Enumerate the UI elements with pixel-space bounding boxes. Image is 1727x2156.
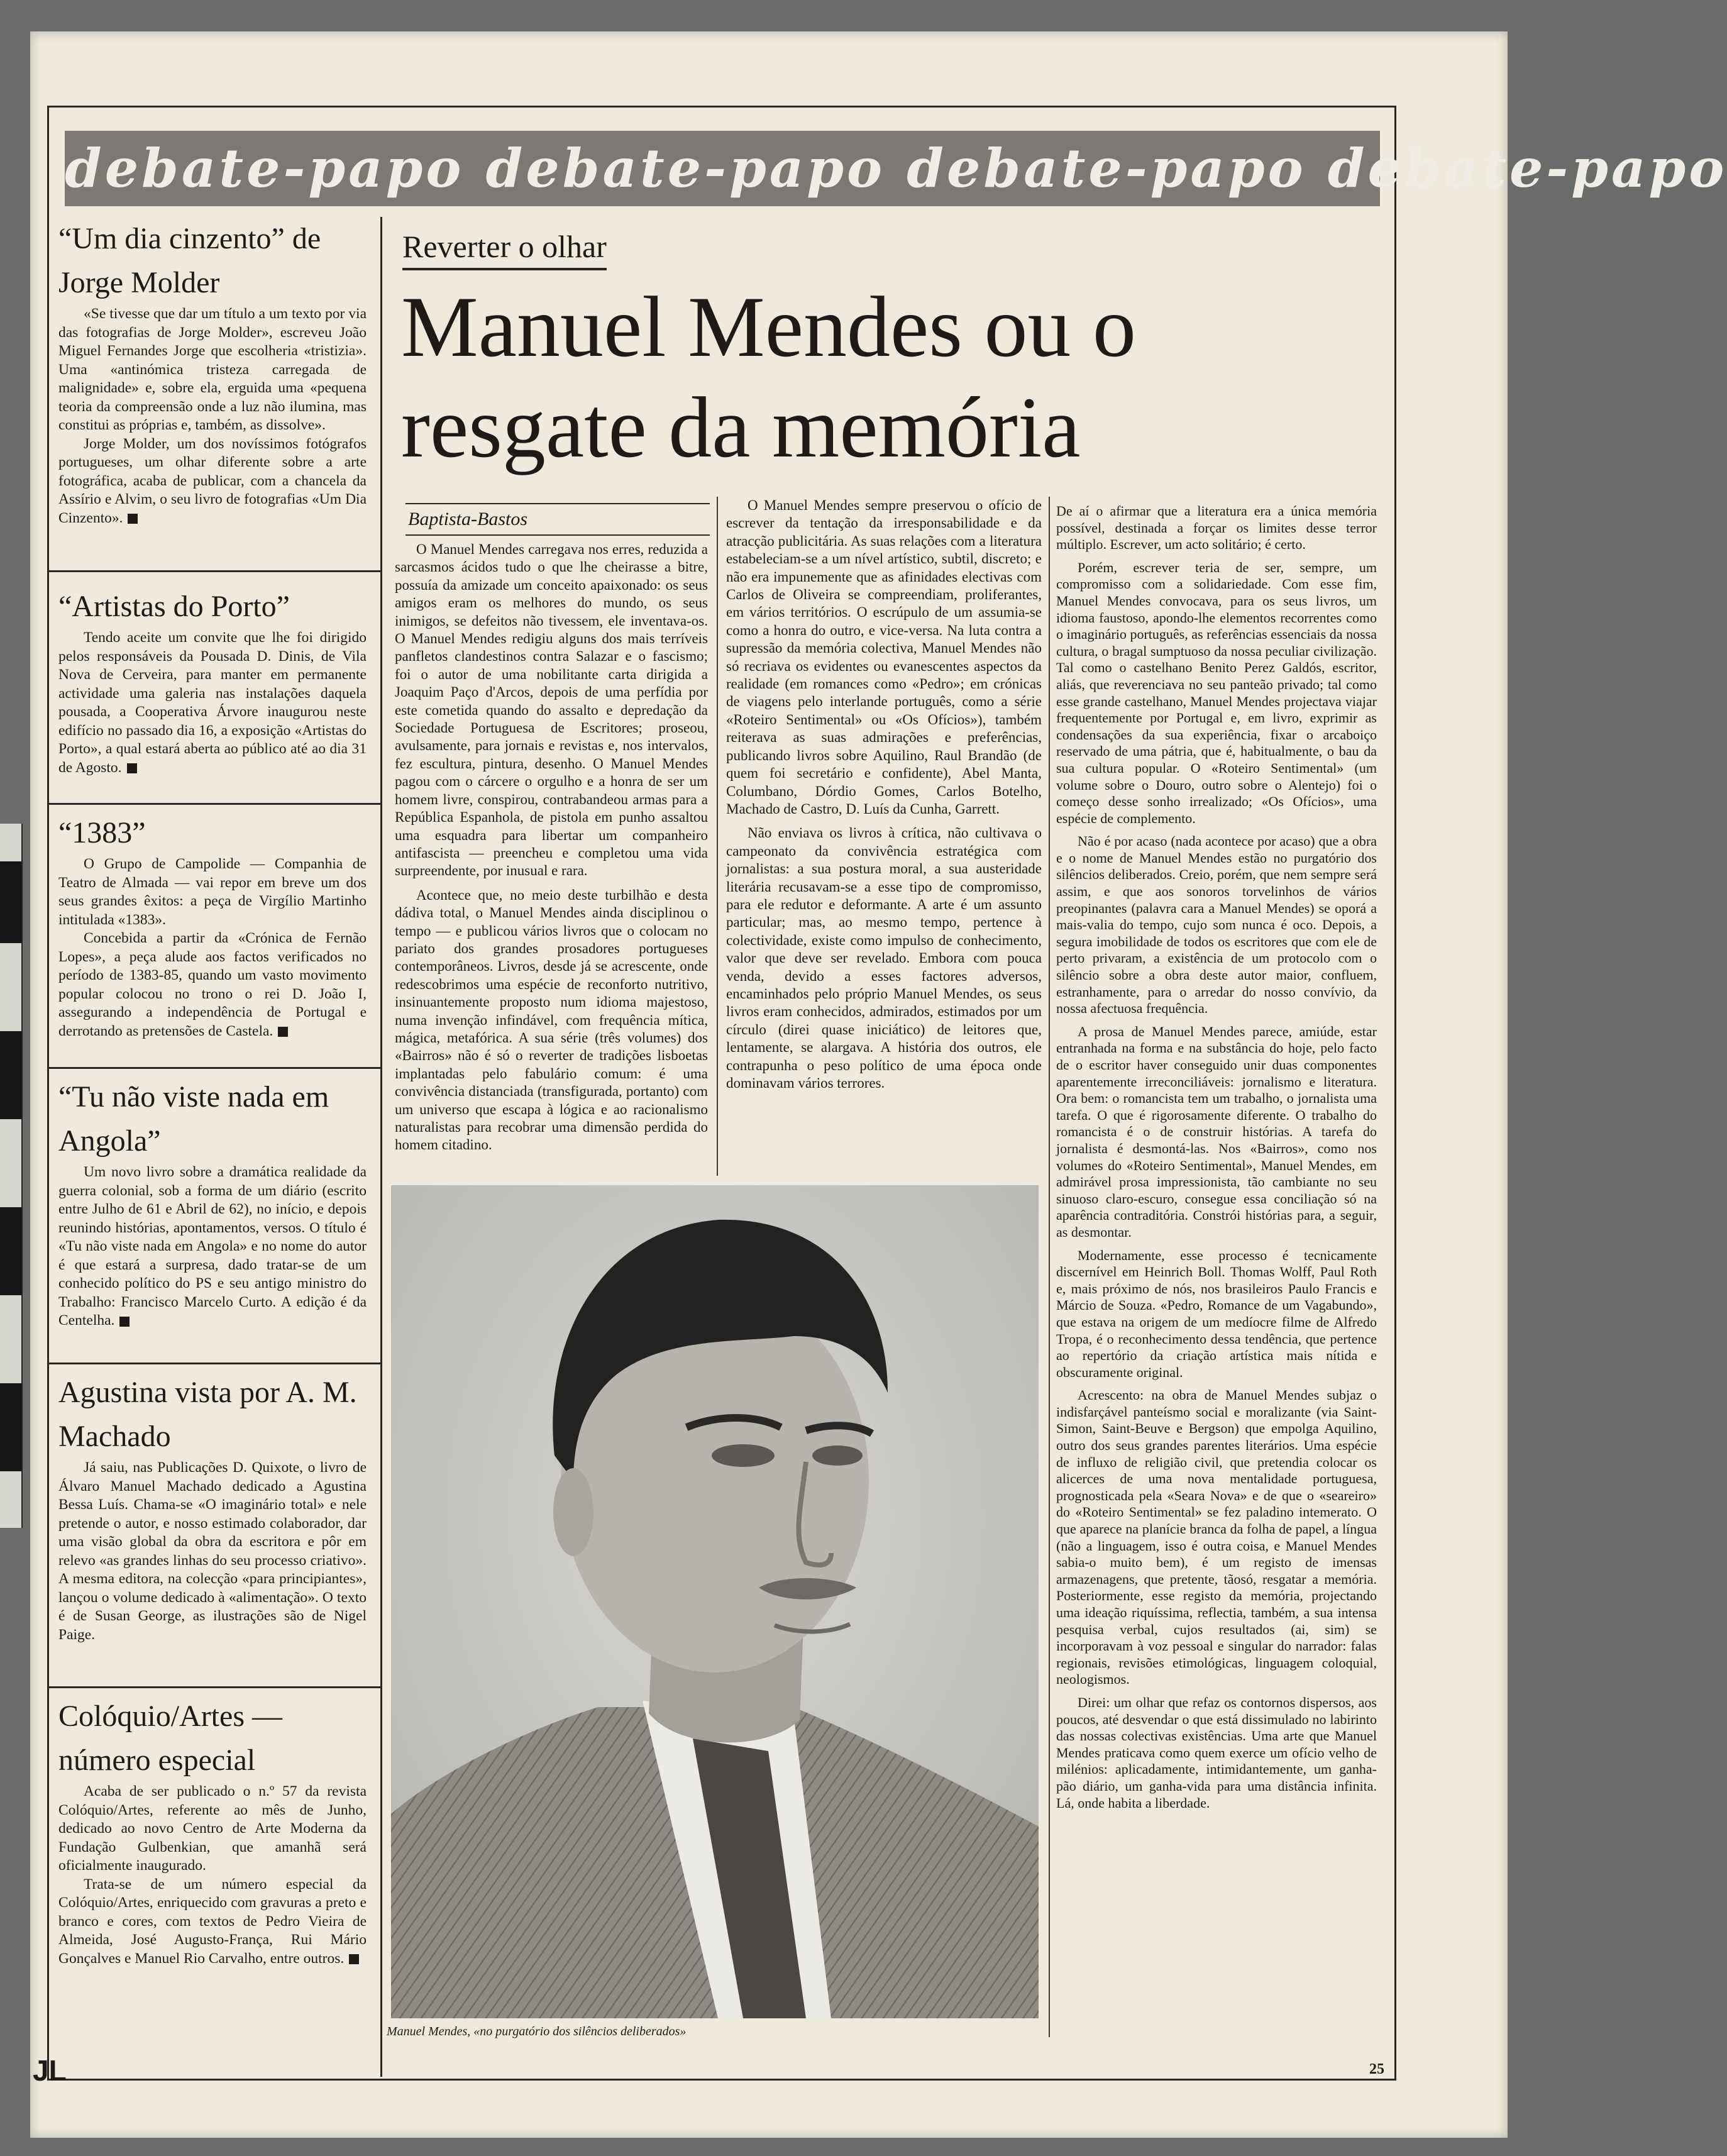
brief-paragraph: Trata-se de um número especial da Colóquio/Artes, enriquecido com gravuras a preto e branco e cores, com textos de Pedro Vieira de Almeida, José Augusto-França, Rui Mário Gonçalves e Manuel Rio Carvalho, entre outros.: [58, 1876, 367, 1967]
article-column-3: [1056, 503, 1377, 2043]
brief-title: “Um dia cinzento” de Jorge Molder: [58, 222, 321, 299]
article-byline: Baptista-Bastos: [406, 503, 710, 536]
article-paragraph: De aí o afirmar que a literatura era a única memória possível, destinada a forçar os limites desse terror múltiplo. Escrever, um acto solitário; é certo.: [1056, 503, 1377, 553]
brief-title: “Artistas do Porto”: [58, 590, 290, 623]
portrait-photo: [391, 1185, 1039, 2018]
article-column-1: [395, 541, 708, 1176]
column-divider: [1049, 497, 1050, 2037]
news-sidebar: [47, 217, 382, 2077]
brief-paragraph: Acaba de ser publicado o n.º 57 da revista Colóquio/Artes, referente ao mês de Junho, dedicado ao novo Centro de Arte Moderna da Fundação Gulbenkian, que amanhã será oficialmente inaugurado.: [58, 1783, 367, 1874]
brief-paragraph: O Grupo de Campolide — Companhia de Teatro de Almada — vai repor em breve um dos seus grandes êxitos: a peça de Virgílio Martinho intitulada «1383».: [58, 856, 367, 928]
brief-angola: [47, 1069, 380, 1364]
article-paragraph: Acrescento: na obra de Manuel Mendes subjaz o indisfarçável panteísmo social e moralizante (via Saint-Simon, Saint-Beuve e Bergson) que empolga Aquilino, outro dos seus grandes parentes literários. Uma espécie de influxo de religião civil, que pretendia colocar os alicerces de uma nova mentalidade portuguesa, prognosticada pela «Seara Nova» e de que o «seareiro» do «Roteiro Sentimental» se fez paladino intemerato. O que aparece na planície branca da folha de papel, a língua (não a linguagem, isso é outra coisa, e Manuel Mendes sabia-o muito bem), é um registo de imensas armazenagens, que pretente, tãosó, resgatar a memória. Posteriormente, esse registo da memória, projectando uma ideação riquíssima, reflectia, também, a sua intensa pesquisa verbal, cujos resultados (ai, sim) se incorporavam à voz pessoal e singular do narrador: falas regionais, revisões etimológicas, linguagem coloquial, neologismos.: [1056, 1387, 1377, 1688]
article-paragraph: Direi: um olhar que refaz os contornos dispersos, aos poucos, até desvendar o que está dissimulado no labirinto das nossas colectivas existências. Uma arte que Manuel Mendes praticava como quem exerce um ofício velho de milénios: aplicadamente, intimidantemente, um ganha-pão diário, um ganha-vida para uma distância infinita. Lá, onde habita a liberdade.: [1056, 1694, 1377, 1811]
brief-artistas-do-porto: [47, 572, 380, 805]
article-paragraph: A prosa de Manuel Mendes parece, amiúde, estar entranhada na forma e na substância do hoje, pelo facto de o escritor haver conseguido unir duas componentes aparentemente irreconciliáveis: jornalismo e literatura. Ora bem: o romancista tem um trabalho, o jornalista uma tarefa. O que é rigorosamente diferente. O trabalho do romancista é o de construir histórias. A tarefa do jornalista é desmontá-las. Nos «Bairros», como nos volumes do «Roteiro Sentimental», Manuel Mendes, em admirável prosa impressionista, tão cambiante no seu sinuoso claro-escuro, consegue essa conciliação só na aparência contraditória. Constrói histórias para, a seguir, as desmontar.: [1056, 1023, 1377, 1240]
article-column-2: [726, 497, 1042, 1176]
end-mark: [119, 1317, 130, 1327]
article-paragraph: Modernamente, esse processo é tecnicamente discernível em Heinrich Boll. Thomas Wolff, Paul Roth e, mais próximo de nós, nos brasileiros Paulo Francis e Márcio de Souza. «Pedro, Romance de um Vagabundo», que estava na origem de um medíocre filme de Alfredo Tropa, é o reconhecimento dessa tendência, que pertence ao repertório da criação artística mais nítida e obscuramente original.: [1056, 1247, 1377, 1380]
column-divider: [717, 497, 718, 1176]
brief-1383: [47, 805, 380, 1069]
article-headline: Manuel Mendes ou o resgate da memória: [401, 279, 1136, 475]
photo-caption: Manuel Mendes, «no purgatório dos silêncios deliberados»: [387, 2025, 687, 2038]
end-mark: [349, 1954, 359, 1964]
end-mark: [278, 1027, 288, 1037]
brief-um-dia-cinzento: [47, 217, 380, 572]
brief-paragraph: Um novo livro sobre a dramática realidade da guerra colonial, sob a forma de um diário (escrito entre Julho de 61 e Abril de 62), no início, e depois reunindo histórias, apontamentos, versos. O título é «Tu não viste nada em Angola» e no nome do autor é que estará a surpresa, dado tratar-se de um conhecido político do PS e seu antigo ministro do Trabalho: Francisco Marcelo Curto. A edição é da Centelha.: [58, 1164, 367, 1329]
page-number: 25: [1369, 2061, 1384, 2077]
brief-paragraph: Jorge Molder, um dos novíssimos fotógrafos portugueses, um olhar diferente sobre a arte fotográfica, acaba de publicar, com a chancela da Assírio e Alvim, o seu livro de fotografias «Um Dia Cinzento».: [58, 435, 367, 526]
scan-ruler: [0, 824, 23, 1528]
brief-paragraph: Já saiu, nas Publicações D. Quixote, o livro de Álvaro Manuel Machado dedicado a Agustina Bessa Luís. Chama-se «O imaginário total» e nele pretende o autor, e nosso estimado colaborador, dar uma visão global da obra da escritora e pôr em relevo «as grandes linhas do seu processo criativo». A mesma editora, na colecção «para principiantes», lançou o volume dedicado à «alimentação». O texto é de Susan George, as ilustrações são de Nigel Paige.: [58, 1459, 367, 1643]
end-mark: [127, 763, 137, 773]
article-paragraph: Não enviava os livros à crítica, não cultivava o campeonato da convivência estratégica com jornalistas: a sua postura moral, a sua austeridade literária recusavam-se a esse tipo de compromisso, para ele redutor e deformante. A arte é um assunto particular; mas, ao mesmo tempo, pertence à colectividade, existe como impulso de conhecimento, valor que deve ser revelado. Embora com pouca venda, devido a esses factores adversos, encaminhados pelo próprio Manuel Mendes, os seus livros eram conhecidos, admirados, estimados por um círculo (direi quase iniciático) de leitores que, lentamente, se alargava. A história dos outros, ele contrapunha o peso político de uma época onde dominavam vários terrores.: [726, 825, 1042, 1091]
brief-coloquio-artes: [47, 1688, 380, 2077]
article-kicker: Reverter o olhar: [402, 226, 607, 270]
portrait-illustration: [391, 1185, 1039, 2018]
jl-logo: JL: [33, 2054, 67, 2087]
brief-paragraph: Tendo aceite um convite que lhe foi dirigido pelos responsáveis da Pousada D. Dinis, de Vila Nova de Cerveira, para manter em permanente actividade uma galeria nas instalações daquela pousada, a Cooperativa Árvore inaugurou neste edifício no passado dia 16, a exposição «Artistas do Porto», a qual estará aberta ao público até ao dia 31 de Agosto.: [58, 629, 367, 776]
article-paragraph: Não é por acaso (nada acontece por acaso) que a obra e o nome de Manuel Mendes estão no purgatório dos silêncios deliberados. Creio, porém, que nem sempre será assim, e que aos sonoros torvelinhos de vários preopinantes (palavra cara a Manuel Mendes) se oporá a mais-valia do tempo, cujo som nunca é oco. Depois, a segura imobilidade de todos os escritores que com ele de perto privaram, a existência de um protocolo com o silêncio sobre a obra deste autor maior, confluem, estranhamente, para o arredar do nosso convívio, da nossa afectuosa frequência.: [1056, 833, 1377, 1017]
section-banner: debate-papo debate-papo debate-papo debate-papo: [65, 131, 1380, 206]
article-paragraph: Porém, escrever teria de ser, sempre, um compromisso com a solidariedade. Com esse fim, Manuel Mendes convocava, para os seus livros, um idioma faustoso, apondo-lhe elementos recorrentes como o imaginário português, as referências essenciais da nossa cultura, o bragal sumptuoso da nossa peculiar civilização. Tal como o castelhano Benito Perez Galdós, escritor, aliás, que reverenciava no seu panteão privado; tal como esse grande castelhano, Manuel Mendes projectava viajar frequentemente por Portugal e, em livro, exprimir as condensações da sua experiência, fixar o arcaboiço reservado de uma pátria, que é, habitualmente, o bau da sua cultura popular. O «Roteiro Sentimental» (um volume sobre o Douro, outro sobre o Alentejo) foi o começo desse sonho irrealizado; «Os Ofícios», uma espécie de complemento.: [1056, 559, 1377, 826]
end-mark: [128, 514, 138, 524]
article-paragraph: O Manuel Mendes sempre preservou o ofício de escrever da tentação da irresponsabilidade e da atracção publicitária. As suas relações com a literatura estabeleciam-se a um nível artístico, subtil, discreto; e não era impunemente que as afinidades electivas com Carlos de Oliveira se compreendiam, proliferantes, em vários territórios. O escrúpulo de um assumia-se como a honra do outro, e vice-versa. Na luta contra a supressão da memória colectiva, Manuel Mendes não só recriava os evidentes ou evanescentes aspectos da realidade (em romances como «Pedro»; em crónicas de viagens pelo interlande português, como a série «Roteiro Sentimental» ou «Os Ofícios»), também reiterava as suas admirações e preferências, publicando livros sobre Aquilino, Raul Brandão (de quem foi secretário e confidente), Abel Manta, Columbano, Dórdio Gomes, Carlos Botelho, Machado de Castro, D. Luís da Cunha, Garrett.: [726, 497, 1042, 817]
brief-title: Colóquio/Artes — número especial: [58, 1700, 282, 1777]
brief-paragraph: «Se tivesse que dar um título a um texto por via das fotografias de Jorge Molder», escreveu João Miguel Fernandes Jorge que escolheria «tristizia». Uma «antinómica tristeza carregada de malignidade» e, sobre ela, erguida uma «pequena teoria da compreensão onde a luz não ilumina, mas constitui as próprias e, também, as dissolve».: [58, 306, 367, 433]
brief-title: “1383”: [58, 816, 146, 849]
article-paragraph: Acontece que, no meio deste turbilhão e desta dádiva total, o Manuel Mendes ainda disciplinou o tempo — e publicou vários livros que o colocam no pariato dos grandes prosadores portugueses contemporâneos. Livros, desde já se acrescente, onde redescobrimos uma espécie de reconforto nutritivo, insinuantemente proposto num idioma majestoso, numa invenção infindável, com frequência mítica, mágica, metafórica. A sua série (três volumes) dos «Bairros» não é só o reverter de tradições lisboetas implantadas pelo fabulário comum: é uma convivência distanciada (transfigurada, portanto) com um universo que escapa à lógica e ao racionalismo naturalistas para recobrar uma dimensão perdida do homem citadino.: [395, 887, 708, 1153]
brief-paragraph: Concebida a partir da «Crónica de Fernão Lopes», a peça alude aos factos verificados no período de 1383-85, quando um vasto movimento popular colocou no trono o rei D. João I, assegurando a independência de Portugal e derrotando as pretensões de Castela.: [58, 930, 367, 1039]
brief-title: Agustina vista por A. M. Machado: [58, 1376, 357, 1453]
brief-title: “Tu não viste nada em Angola”: [58, 1080, 329, 1158]
brief-agustina: [47, 1364, 380, 1688]
article-paragraph: O Manuel Mendes carregava nos erres, reduzida a sarcasmos ácidos tudo o que lhe cheirasse a bitre, possuía da amizade um conceito apaixonado: os seus amigos eram os melhores do mundo, os seus inimigos, se defeitos não tivessem, ele inventava-os. O Manuel Mendes redigiu alguns dos mais terríveis panfletos clandestinos contra Salazar e o fascismo; foi o autor de uma nobilitante carta dirigida a Joaquim Paço d'Arcos, depois de uma perfídia por este cometida quando do assalto e depredação da Sociedade Portuguesa de Escritores; proseou, avulsamente, para jornais e revistas e, nos intervalos, fez escultura, pintura, desenho. O Manuel Mendes pagou com o cárcere o orgulho e a honra de ser um homem livre, conspirou, contrabandeou armas para a República Espanhola, de pistola em punho assaltou uma esquadra para libertar um companheiro antifascista — preencheu e completou uma vida surpreendente, por inusual e rara.: [395, 541, 708, 879]
